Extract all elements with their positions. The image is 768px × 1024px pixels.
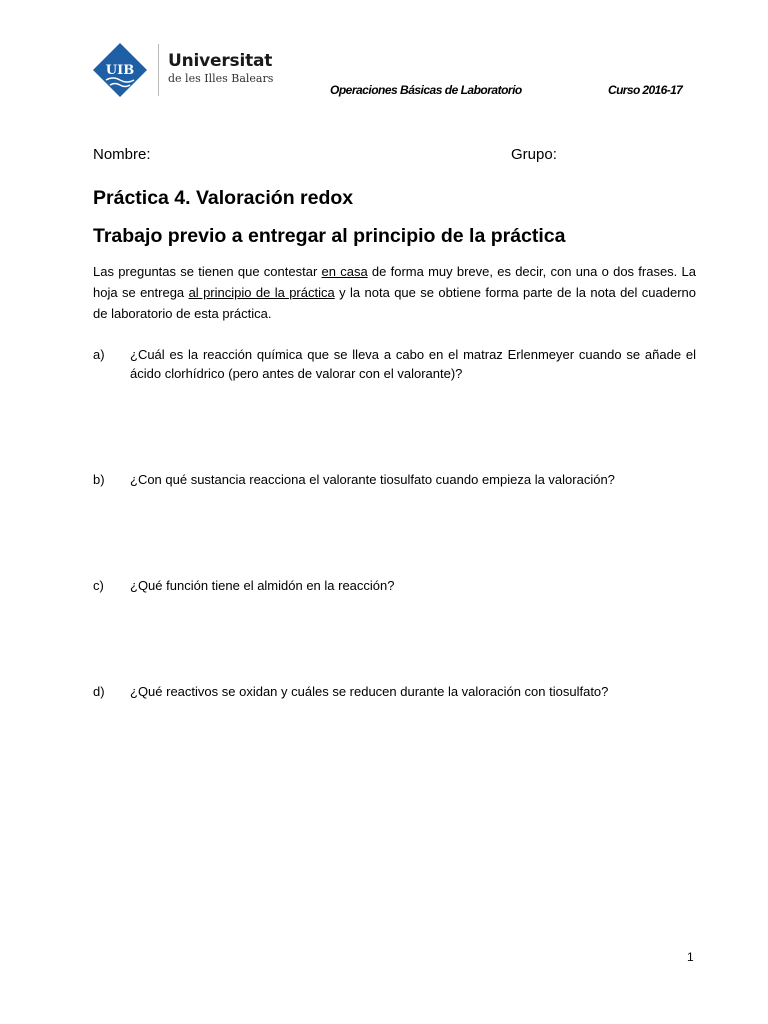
logo-university-subtitle: de les Illes Balears [168,72,274,85]
question-text: ¿Qué función tiene el almidón en la reacción? [130,578,395,593]
instructions-paragraph [93,261,696,324]
intro-text-1: Las preguntas se tienen que contestar [93,264,322,279]
question-item [93,470,696,489]
question-text: ¿Cuál es la reacción química que se lleva a cabo en el matraz Erlenmeyer cuando se añade el ácido clorhídrico (pero antes de valorar con el valorante)? [130,347,696,381]
header-course-year: Curso 2016-17 [608,83,683,97]
question-text: ¿Con qué sustancia reacciona el valorante tiosulfato cuando empieza la valoración? [130,472,615,487]
section-subtitle: Trabajo previo a entregar al principio de la práctica [93,225,566,247]
name-field-label: Nombre: [93,146,151,163]
intro-underline-1: en casa [321,264,368,279]
uib-diamond-icon [92,42,148,98]
page-number: 1 [687,950,694,964]
practice-title: Práctica 4. Valoración redox [93,187,354,209]
intro-text-2: de forma muy breve, es decir, con una o dos frases. La hoja se entrega [93,264,696,300]
intro-underline-2: al principio de la práctica [188,285,335,300]
header-course-name: Operaciones Básicas de Laboratorio [330,83,522,97]
question-label: c) [93,578,104,593]
question-item [93,682,696,701]
group-field-label: Grupo: [511,146,557,163]
question-item [93,345,696,383]
question-label: d) [93,684,105,699]
logo-mark-text: UIB [105,63,135,78]
question-label: a) [93,347,105,362]
question-label: b) [93,472,105,487]
intro-text-3: y la nota que se obtiene forma parte de la nota del cuaderno de laboratorio de esta práctica. [93,285,697,321]
question-item [93,576,696,595]
university-logo [92,42,272,98]
logo-university-name: Universitat [168,51,273,71]
question-text: ¿Qué reactivos se oxidan y cuáles se reducen durante la valoración con tiosulfato? [130,684,609,699]
logo-divider [158,44,159,96]
